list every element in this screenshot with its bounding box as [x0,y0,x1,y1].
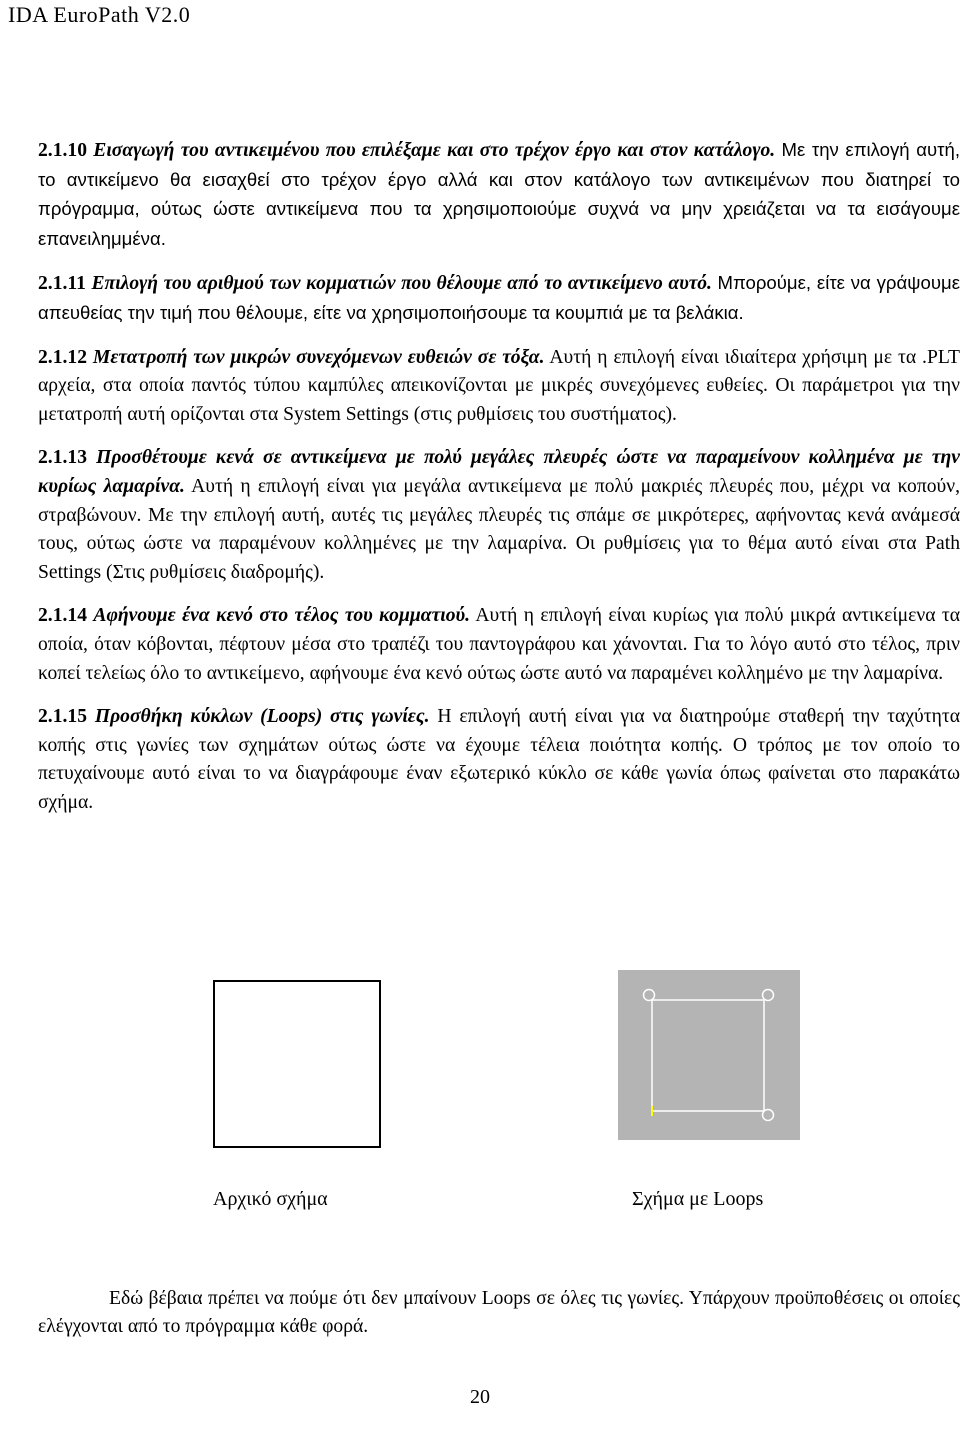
corner-loop-top-left [644,990,655,1001]
page-number: 20 [470,1386,490,1408]
document-body [38,136,960,832]
section-body: Αυτή η επιλογή είναι για μεγάλα αντικείμενα με πολύ μακριές πλευρές που, μέχρι να κοπούν, στραβώνουν. Με την επιλογή αυτή, αυτές τις μεγάλες πλευρές τις σπάμε σε μικρότερες, αφήνοντας κενά ανάμεσά τους, ούτως ώστε να παραμένουν κολλημένες με την λαμαρίνα. Οι ρυθμίσεις για το θέμα αυτό είναι στα Path Settings (Στις ρυθμίσεις διαδρομής). [38,475,960,583]
section-title: Προσθέτουμε κενά σε αντικείμενα με πολύ μεγάλες πλευρές ώστε να παραμείνουν κολλημένα με την κυρίως λαμαρίνα. [38,447,960,497]
corner-loop-bottom-right [763,1110,774,1121]
section-title: Αφήνουμε ένα κενό στο τέλος του κομματιού. [93,605,471,627]
figures [0,970,960,1230]
section-number: 2.1.14 [38,605,87,627]
section-number: 2.1.13 [38,447,87,469]
corner-loop-top-right [763,990,774,1001]
section-title: Προσθήκη κύκλων (Loops) στις γωνίες. [94,706,430,728]
section-body: Αυτή η επιλογή είναι ιδιαίτερα χρήσιμη με τα .PLT αρχεία, στα οποία παντός τύπου καμπύλες απεικονίζονται με μικρές συνεχόμενες ευθείες. Οι παράμετροι για την μετατροπή αυτή ορίζονται στα System Settings (στις ρυθμίσεις του συστήματος). [38,346,960,425]
section-body: Αυτή η επιλογή είναι κυρίως για πολύ μικρά αντικείμενα τα οποία, όταν κόβονται, πέφτουν μέσα στο τραπέζι του παντογράφου και χάνονται. Για το λόγο αυτό στο τέλος, πριν κοπεί τελείως όλο το αντικείμενο, αφήνουμε ένα κενό ούτως ώστε αυτό να παραμένει κολλημένο με την λαμαρίνα. [38,605,960,684]
section-2-1-10 [38,136,960,254]
section-number: 2.1.11 [38,273,86,295]
section-body: Η επιλογή αυτή είναι για να διατηρούμε σταθερή την ταχύτητα κοπής στις γωνίες των σχημάτων ούτως ώστε να έχουμε τέλεια ποιότητα κοπής. Ο τρόπος με τον οποίο το πετυχαίνουμε αυτό είναι το να διαγράφουμε έναν εξωτερικό κύκλο σε κάθε γωνία όπως φαίνεται στο παρακάτω σχήμα. [38,706,960,813]
original-shape-figure [213,980,381,1148]
section-2-1-11 [38,269,960,328]
loops-shape-figure [618,970,800,1140]
loops-shape-caption: Σχήμα με Loops [632,1188,764,1210]
section-2-1-12 [38,344,960,430]
section-title: Εισαγωγή του αντικειμένου που επιλέξαμε και στο τρέχον έργο και στον κατάλογο. [93,140,776,161]
section-body: Μπορούμε, είτε να γράψουμε απευθείας την τιμή που θέλουμε, είτε να χρησιμοποιήσουμε τα κουμπιά με τα βελάκια. [38,272,960,323]
section-number: 2.1.10 [38,140,87,161]
section-number: 2.1.15 [38,706,87,728]
closing-paragraph: Εδώ βέβαια πρέπει να πούμε ότι δεν μπαίνουν Loops σε όλες τις γωνίες. Υπάρχουν προϋποθέσεις οι οποίες ελέγχονται από το πρόγραμμα κάθε φορά. [38,1287,960,1337]
section-title: Μετατροπή των μικρών συνεχόμενων ευθειών σε τόξα. [92,346,545,368]
section-2-1-15 [38,703,960,817]
section-body: Με την επιλογή αυτή, το αντικείμενο θα εισαχθεί στο τρέχον έργο αλλά και στον κατάλογο των αντικειμένων που διατηρεί το πρόγραμμα, ούτως ώστε αντικείμενα που τα χρησιμοποιούμε συχνά να μην χρειάζεται να τα εισάγουμε επανειλημμένα. [38,139,960,249]
section-2-1-13 [38,444,960,587]
loops-shape-drawing [618,970,800,1140]
section-title: Επιλογή του αριθμού των κομματιών που θέλουμε από το αντικείμενο αυτό. [91,273,712,295]
original-shape-caption: Αρχικό σχήμα [213,1188,328,1210]
section-number: 2.1.12 [38,346,87,368]
section-2-1-14 [38,602,960,688]
document-header: IDA EuroPath V2.0 [8,2,191,27]
